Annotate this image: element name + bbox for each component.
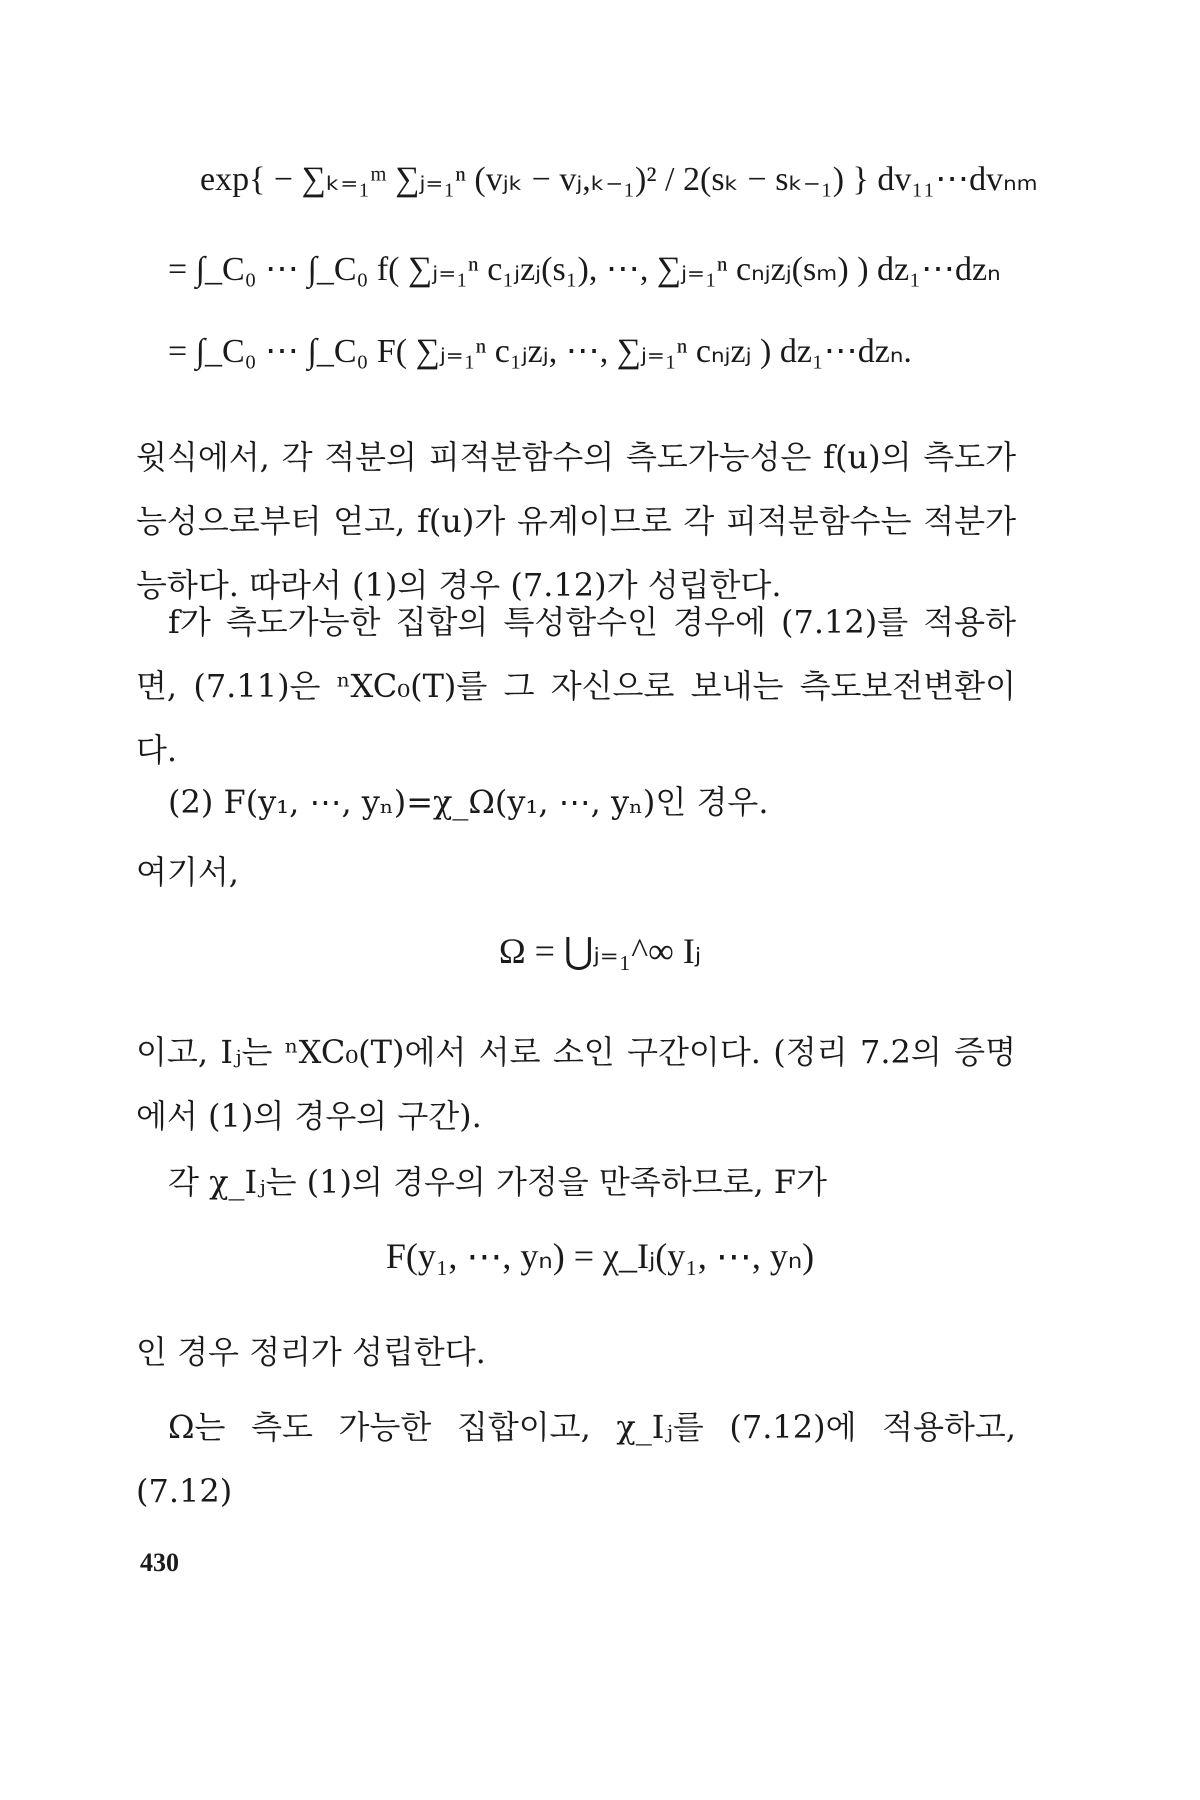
- paragraph-case-2: (2) F(y₁, ⋯, yₙ)=χ_Ω(y₁, ⋯, yₙ)인 경우.: [168, 783, 769, 821]
- equation-integral-F: = ∫_C₀ ⋯ ∫_C₀ F( ∑ⱼ₌₁ⁿ c₁ⱼzⱼ, ⋯, ∑ⱼ₌₁ⁿ cₙⱼzⱼ ) dz₁⋯dzₙ.: [168, 333, 912, 370]
- paragraph-omega-measurable: Ω는 측도 가능한 집합이고, χ_Iⱼ를 (7.12)에 적용하고, (7.12): [136, 1408, 1016, 1510]
- equation-exp: exp{ − ∑ₖ₌₁ᵐ ∑ⱼ₌₁ⁿ (vⱼₖ − vⱼ,ₖ₋₁)² / 2(sₖ − sₖ₋₁) } dv₁₁⋯dvₙₘ: [200, 161, 1038, 198]
- paragraph-intervals: 이고, Iⱼ는 ⁿXC₀(T)에서 서로 소인 구간이다. (정리 7.2의 증명에서 (1)의 경우의 구간).: [136, 1033, 1016, 1135]
- paragraph-characteristic-function: f가 측도가능한 집합의 특성함수인 경우에 (7.12)를 적용하면, (7.11)은 ⁿXC₀(T)를 그 자신으로 보내는 측도보전변환이다.: [136, 603, 1016, 769]
- equation-omega-union: Ω = ⋃ⱼ₌₁^∞ Iⱼ: [498, 931, 702, 971]
- paragraph-theorem-holds: 인 경우 정리가 성립한다.: [136, 1333, 486, 1371]
- equation-F-chi: F(y₁, ⋯, yₙ) = χ_Iⱼ(y₁, ⋯, yₙ): [385, 1236, 815, 1276]
- equation-integral-f: = ∫_C₀ ⋯ ∫_C₀ f( ∑ⱼ₌₁ⁿ c₁ⱼzⱼ(s₁), ⋯, ∑ⱼ₌₁ⁿ cₙⱼzⱼ(sₘ) ) dz₁⋯dzₙ: [168, 251, 1001, 288]
- paragraph-chi-assumption: 각 χ_Iⱼ는 (1)의 경우의 가정을 만족하므로, F가: [168, 1163, 827, 1201]
- paragraph-here: 여기서,: [136, 853, 239, 891]
- paragraph-measurability: 윗식에서, 각 적분의 피적분함수의 측도가능성은 f(u)의 측도가능성으로부터 얻고, f(u)가 유계이므로 각 피적분함수는 적분가능하다. 따라서 (1)의 경우 (7.12)가 성립한다.: [136, 438, 1016, 604]
- page-number: 430: [140, 1548, 179, 1577]
